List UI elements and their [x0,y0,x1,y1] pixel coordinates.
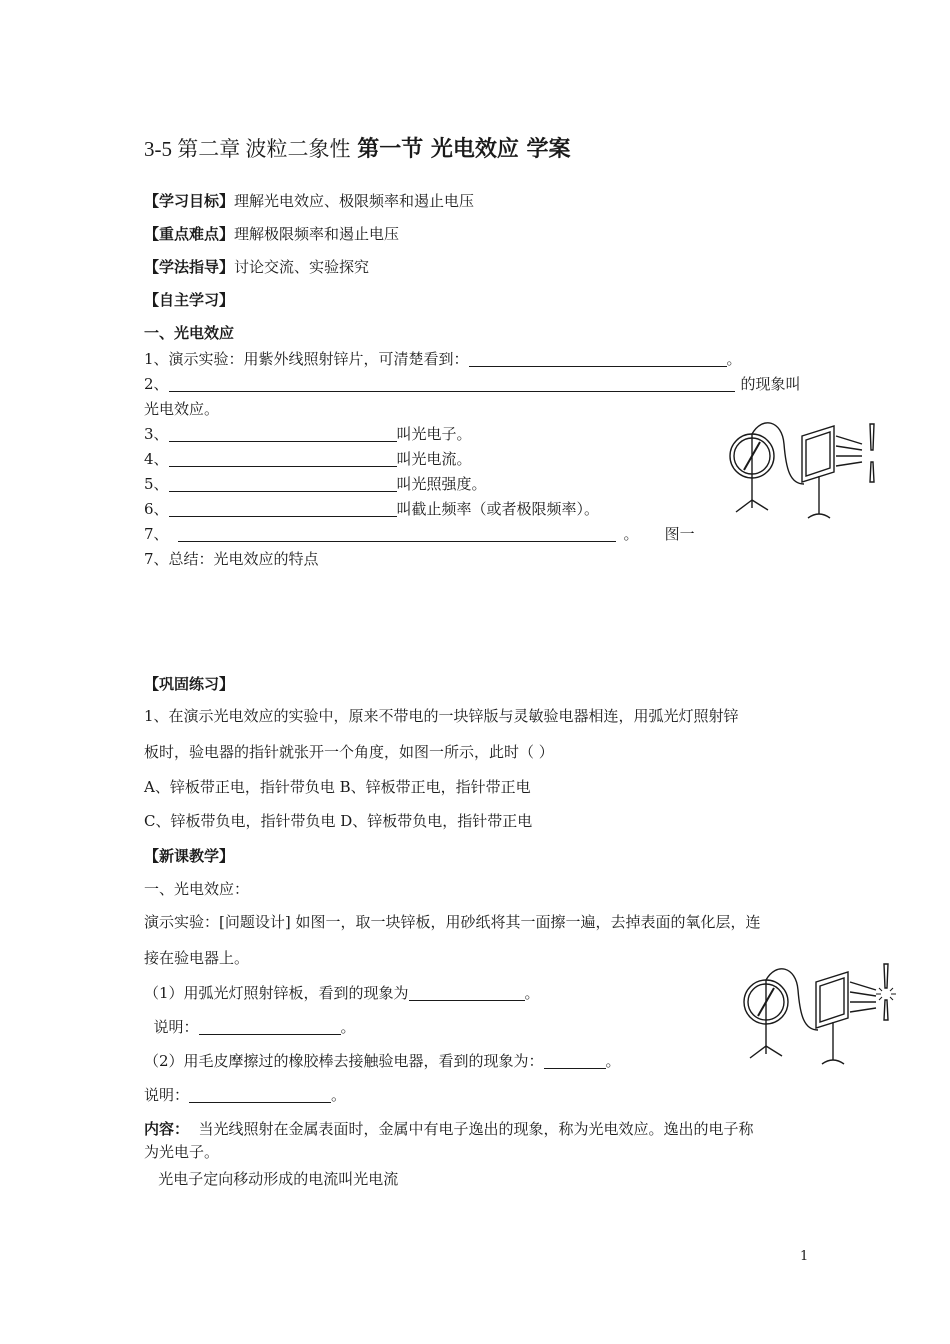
practice-heading: 【巩固练习】 [144,675,235,693]
self-item-4-num: 4、 [144,450,169,468]
lesson-question-1-end: 。 [524,984,540,1002]
method-tag: 【学法指导】 [144,258,235,276]
content-line-1 [144,1119,754,1139]
self-item-7-num: 7、 [144,525,169,543]
self-item-3-num: 3、 [144,425,169,443]
lesson-question-1-text: （1）用弧光灯照射锌板，看到的现象为 [144,984,409,1002]
self-item-2-continuation: 光电效应。 [144,400,220,418]
self-item-3 [144,424,472,444]
demo-line-2: 接在验电器上。 [144,949,250,967]
method-text: 讨论交流、实验探究 [234,258,370,276]
content-text: 当光线照射在金属表面时，金属中有电子逸出的现象，称为光电效应。逸出的电子称 [189,1120,754,1138]
self-item-5-num: 5、 [144,475,169,493]
self-item-6-text: 叫截止频率（或者极限频率）。 [396,500,600,518]
lesson-explain-1-label: 说明： [144,1018,199,1036]
key-line [144,224,399,244]
self-item-1-end: 。 [726,350,742,368]
blank-line [199,1018,341,1035]
lesson-question-2-end: 。 [605,1052,621,1070]
zinc-plate [802,426,834,482]
photocurrent-line: 光电子定向移动形成的电流叫光电流 [144,1170,399,1188]
lesson-explain-2-end: 。 [331,1086,347,1104]
blank-line [178,525,616,542]
blank-line [189,1086,331,1103]
lesson-question-2-text: （2）用毛皮摩擦过的橡胶棒去接触验电器，看到的现象为： [144,1052,544,1070]
self-item-6-num: 6、 [144,500,169,518]
method-line [144,257,369,277]
arc-lamp [870,424,874,482]
self-item-5-text: 叫光照强度。 [396,475,487,493]
title-main: 第一节 光电效应 学案 [357,136,571,162]
self-item-3-text: 叫光电子。 [396,425,472,443]
practice-question-line-1: 1、在演示光电效应的实验中，原来不带电的一块锌版与灵敏验电器相连，用弧光灯照射锌 [144,707,739,725]
lesson-question-2 [144,1051,621,1071]
self-item-2-num: 2、 [144,375,169,393]
key-text: 理解极限频率和遏止电压 [234,225,400,243]
arc-lamp [884,964,888,1020]
page-number: 1 [800,1249,809,1264]
practice-options-ab: A、锌板带正电，指针带负电 B、锌板带正电，指针带正电 [144,778,531,796]
self-item-1 [144,349,742,369]
practice-question-line-2: 板时，验电器的指针就张开一个角度，如图一所示，此时（ ） [144,743,554,761]
goal-tag: 【学习目标】 [144,192,235,210]
page-title [144,135,571,163]
figure-label: 图一 [664,525,695,543]
title-prefix: 3-5 第二章 波粒二象性 [144,137,351,161]
self-item-5 [144,474,487,494]
self-item-2-text: 的现象叫 [740,375,801,393]
lesson-explain-1-end: 。 [340,1018,356,1036]
blank-line [544,1052,606,1069]
blank-line [169,375,735,392]
self-item-7 [144,524,695,544]
blank-line [469,350,727,367]
demo-line-1: 演示实验：[问题设计] 如图一，取一块锌板，用砂纸将其一面擦一遍，去掉表面的氧化层，连 [144,913,761,931]
blank-line [169,500,397,517]
self-item-4 [144,449,472,469]
blank-line [169,475,397,492]
lesson-subheading: 一、光电效应： [144,880,250,898]
electroscope-figure-2 [736,960,906,1070]
photoelectric-heading: 一、光电效应 [144,324,235,342]
self-item-2 [144,374,801,394]
blank-line [169,450,397,467]
practice-options-cd: C、锌板带负电，指针带负电 D、锌板带负电，指针带正电 [144,812,533,830]
key-tag: 【重点难点】 [144,225,235,243]
blank-line [409,984,525,1001]
lesson-explain-2 [144,1085,346,1105]
lesson-question-1 [144,983,540,1003]
blank-line [169,425,397,442]
self-item-7-end: 。 [623,525,639,543]
goal-line [144,191,474,211]
content-tag: 内容： [144,1120,190,1138]
content-line-2: 为光电子。 [144,1143,220,1161]
self-item-6 [144,499,599,519]
lesson-explain-2-label: 说明： [144,1086,190,1104]
lesson-heading: 【新课教学】 [144,847,235,865]
lesson-explain-1 [144,1017,356,1037]
self-item-4-text: 叫光电流。 [396,450,472,468]
self-item-1-text: 1、演示实验：用紫外线照射锌片，可清楚看到： [144,350,469,368]
zinc-plate [816,972,848,1028]
summary-line: 7、总结：光电效应的特点 [144,550,319,568]
electroscope-figure-1 [722,414,892,524]
goal-text: 理解光电效应、极限频率和遏止电压 [234,192,475,210]
self-study-heading: 【自主学习】 [144,291,235,309]
